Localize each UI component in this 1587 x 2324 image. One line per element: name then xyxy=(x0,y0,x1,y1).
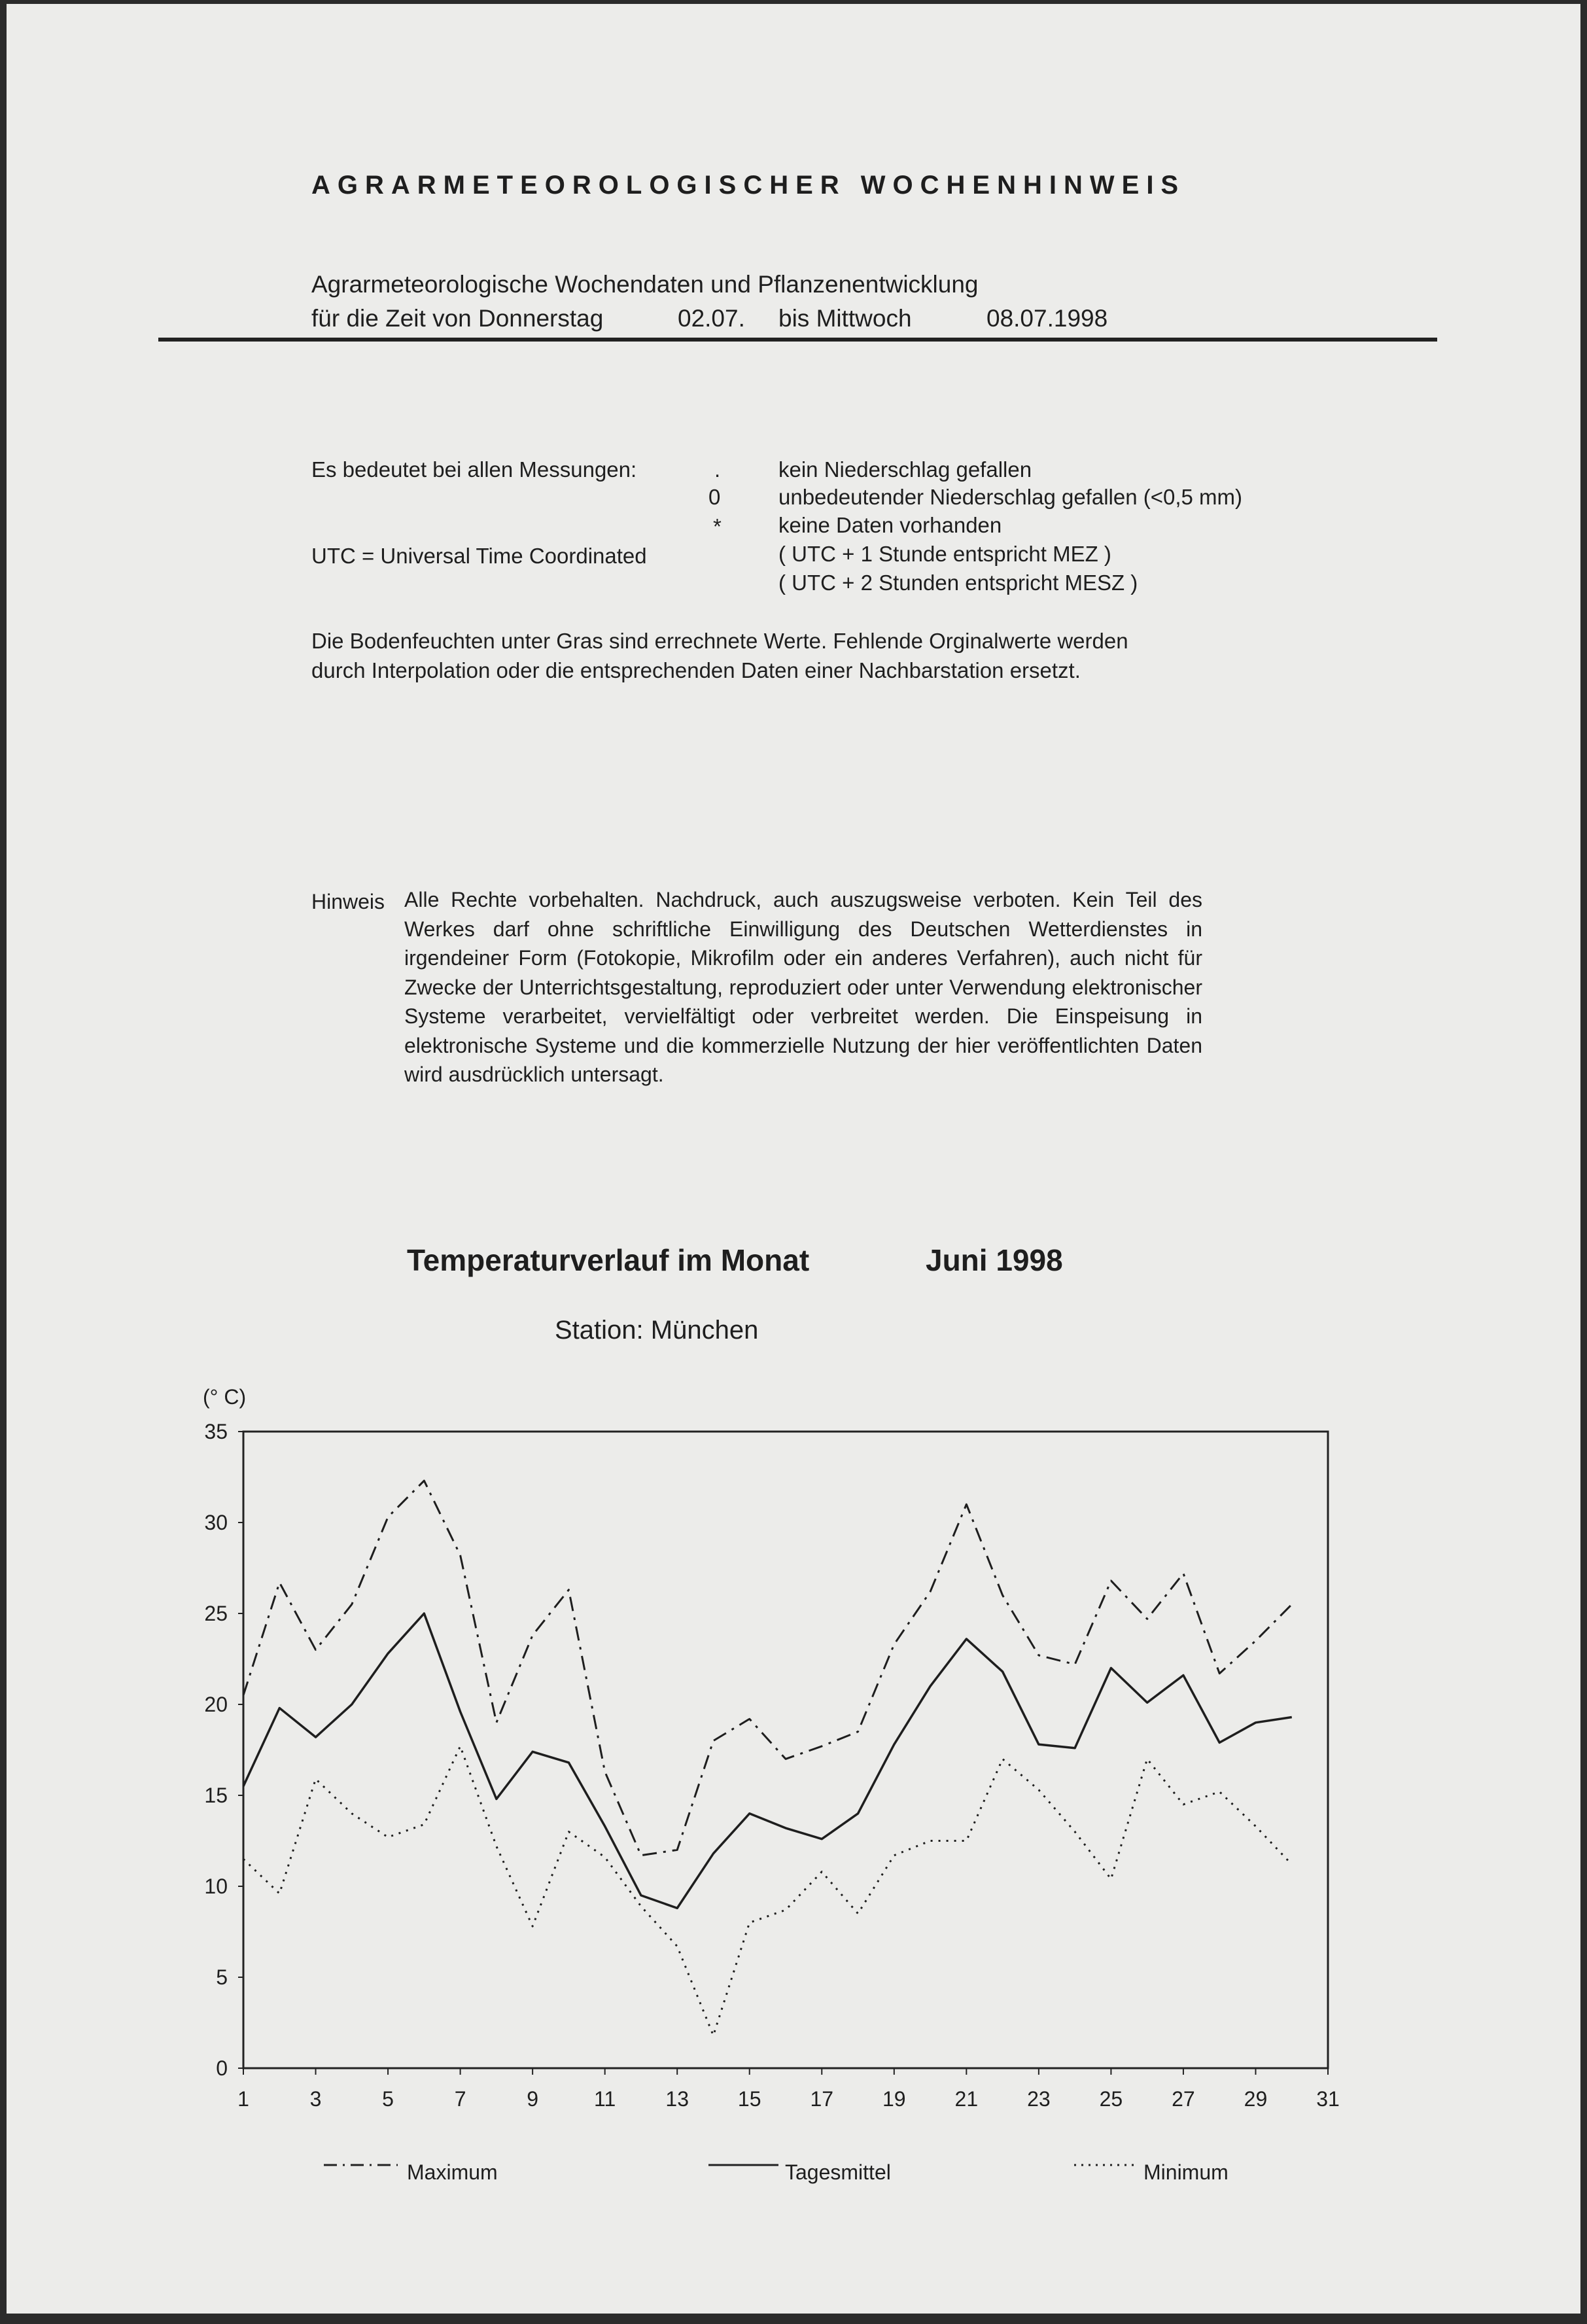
legend-max-label: Maximum xyxy=(407,2160,498,2184)
utc-label: UTC = Universal Time Coordinated xyxy=(311,544,647,568)
y-axis xyxy=(204,1420,243,2080)
page-title: AGRARMETEOROLOGISCHER WOCHENHINWEIS xyxy=(311,171,1186,200)
y-tick-label-10: 10 xyxy=(204,1875,228,1898)
x-tick-label-29: 29 xyxy=(1244,2087,1268,2111)
x-tick-label-3: 3 xyxy=(309,2087,322,2111)
chart-title: Temperaturverlauf im Monat xyxy=(407,1243,810,1277)
legend-item-minor-precip: unbedeutender Niederschlag gefallen (<0,5 mm) xyxy=(778,485,1243,509)
x-tick-label-19: 19 xyxy=(882,2087,906,2111)
series-line-minimum xyxy=(243,1746,1292,2035)
legend-intro: Es bedeutet bei allen Messungen: xyxy=(311,457,637,482)
notice-label: Hinweis xyxy=(311,890,385,913)
chart-station: Station: München xyxy=(555,1316,759,1345)
x-tick-label-25: 25 xyxy=(1099,2087,1123,2111)
x-tick-label-13: 13 xyxy=(665,2087,689,2111)
x-tick-label-15: 15 xyxy=(737,2087,761,2111)
soil-note-line-2: durch Interpolation oder die entsprechenden Daten einer Nachbarstation ersetzt. xyxy=(311,658,1081,682)
legend-item-no-data: keine Daten vorhanden xyxy=(778,513,1002,537)
symbol-star: * xyxy=(713,514,722,538)
y-tick-label-25: 25 xyxy=(204,1602,228,1625)
chart-legend xyxy=(324,2160,1229,2184)
plot-frame xyxy=(243,1432,1328,2068)
copyright-notice: Alle Rechte vorbehalten. Nachdruck, auch auszugsweise verboten. Kein Teil des Werkes darf ohne schriftliche Einwilligung des Deutschen Wetterdienstes in irgendeiner Form (Fotokopie, Mikrofilm oder ein anderes Verfahren), auch nicht für Zwecke der Unterrichtsgestaltung, reproduziert oder unter Verwendung elektronischer Systeme verarbeitet, vervielfältigt oder verbreitet werden. Die Einspeisung in elektronische Systeme und die kommerzielle Nutzung der hier veröffentlichten Daten wird ausdrücklich untersagt. xyxy=(404,888,1202,1086)
date-from: 02.07. xyxy=(678,305,745,332)
series-line-tagesmittel xyxy=(243,1613,1292,1908)
x-tick-label-17: 17 xyxy=(810,2087,834,2111)
date-to: 08.07.1998 xyxy=(986,305,1108,332)
x-axis xyxy=(237,2068,1340,2111)
x-tick-label-5: 5 xyxy=(382,2087,394,2111)
temperature-chart xyxy=(7,4,1587,2324)
x-tick-label-7: 7 xyxy=(454,2087,466,2111)
y-tick-label-15: 15 xyxy=(204,1784,228,1807)
utc-note-mesz: ( UTC + 2 Stunden entspricht MESZ ) xyxy=(778,571,1138,595)
symbol-dot: . xyxy=(714,457,721,482)
y-tick-label-0: 0 xyxy=(216,2056,228,2080)
x-tick-label-1: 1 xyxy=(237,2087,249,2111)
x-tick-label-27: 27 xyxy=(1172,2087,1195,2111)
y-tick-label-30: 30 xyxy=(204,1511,228,1534)
legend-item-no-precip: kein Niederschlag gefallen xyxy=(778,457,1032,482)
utc-note-mez: ( UTC + 1 Stunde entspricht MEZ ) xyxy=(778,542,1111,566)
x-tick-label-31: 31 xyxy=(1316,2087,1340,2111)
period-mid: bis Mittwoch xyxy=(778,305,912,332)
y-tick-label-5: 5 xyxy=(216,1965,228,1989)
subtitle: Agrarmeteorologische Wochendaten und Pflanzenentwicklung xyxy=(311,271,979,298)
symbol-zero: 0 xyxy=(708,485,721,509)
soil-note-line-1: Die Bodenfeuchten unter Gras sind errechnete Werte. Fehlende Orginalwerte werden xyxy=(311,629,1128,653)
period-prefix: für die Zeit von Donnerstag xyxy=(311,305,604,332)
x-tick-label-11: 11 xyxy=(594,2087,616,2111)
series-lines xyxy=(243,1481,1292,2035)
legend-mean-label: Tagesmittel xyxy=(785,2160,891,2184)
legend-min-label: Minimum xyxy=(1143,2160,1229,2184)
x-tick-label-23: 23 xyxy=(1027,2087,1051,2111)
y-axis-label: (° C) xyxy=(203,1385,247,1409)
x-tick-label-9: 9 xyxy=(527,2087,539,2111)
x-tick-label-21: 21 xyxy=(954,2087,979,2111)
y-tick-label-35: 35 xyxy=(204,1420,228,1443)
y-tick-label-20: 20 xyxy=(204,1693,228,1716)
chart-period: Juni 1998 xyxy=(926,1243,1063,1277)
